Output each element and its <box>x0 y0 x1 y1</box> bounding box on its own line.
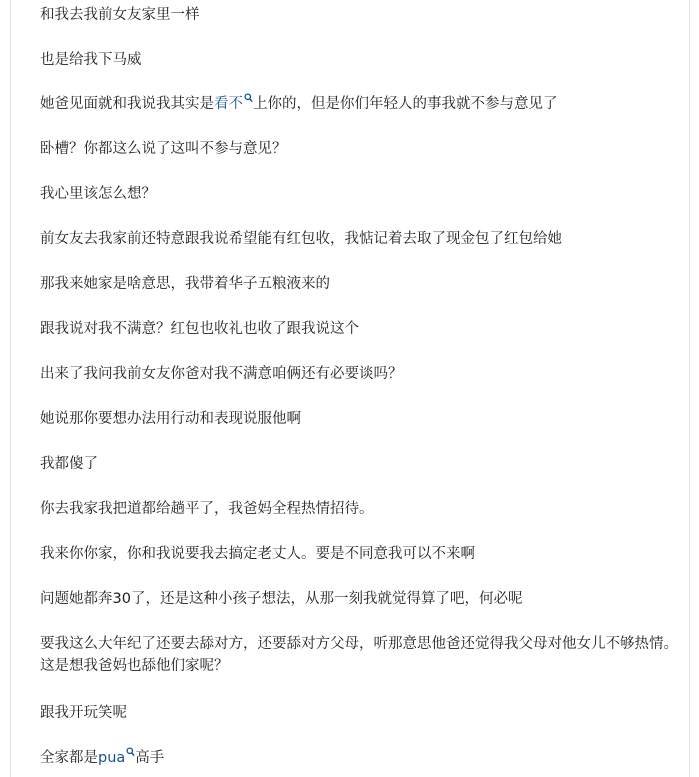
paragraph-17-text-after: 高手 <box>135 750 165 766</box>
paragraph-12: 你去我家我把道都给趟平了，我爸妈全程热情招待。 <box>40 501 374 517</box>
paragraph-5: 我心里该怎么想？ <box>40 186 156 202</box>
search-icon <box>126 747 135 757</box>
paragraph-3-text-after: 上你的，但是你们年轻人的事我就不参与意见了 <box>253 96 558 112</box>
keyword-link-pua[interactable] <box>98 750 135 766</box>
keyword-link-label: 看不 <box>214 96 243 112</box>
content-frame <box>10 0 690 777</box>
paragraph-1: 和我去我前女友家里一样 <box>40 7 200 23</box>
paragraph-9: 出来了我问我前女友你爸对我不满意咱俩还有必要谈吗？ <box>40 366 403 382</box>
paragraph-14: 问题她都奔30了，还是这种小孩子想法，从那一刻我就觉得算了吧，何必呢 <box>40 591 523 607</box>
paragraph-13: 我来你你家，你和我说要我去搞定老丈人。要是不同意我可以不来啊 <box>40 546 475 562</box>
paragraph-3-text-before: 她爸见面就和我说我其实是 <box>40 96 214 112</box>
keyword-link-kanbu[interactable] <box>214 96 253 112</box>
paragraph-7: 那我来她家是啥意思，我带着华子五粮液来的 <box>40 276 330 292</box>
keyword-link-label: pua <box>98 750 126 766</box>
paragraph-6: 前女友去我家前还特意跟我说希望能有红包收，我惦记着去取了现金包了红包给她 <box>40 231 562 247</box>
paragraph-17 <box>40 747 164 769</box>
paragraph-3 <box>40 93 558 115</box>
paragraph-8: 跟我说对我不满意？红包也收礼也收了跟我说这个 <box>40 321 359 337</box>
paragraph-16: 跟我开玩笑呢 <box>40 705 127 721</box>
search-icon <box>244 93 253 103</box>
paragraph-11: 我都傻了 <box>40 456 98 472</box>
paragraph-17-text-before: 全家都是 <box>40 750 98 766</box>
paragraph-4: 卧槽？你都这么说了这叫不参与意见？ <box>40 141 287 157</box>
paragraph-2: 也是给我下马威 <box>40 52 142 68</box>
paragraph-10: 她说那你要想办法用行动和表现说服他啊 <box>40 411 301 427</box>
paragraph-15: 要我这么大年纪了还要去舔对方，还要舔对方父母，听那意思他爸还觉得我父母对他女儿不够热情。这是想我爸妈也舔他们家呢？ <box>40 636 678 674</box>
